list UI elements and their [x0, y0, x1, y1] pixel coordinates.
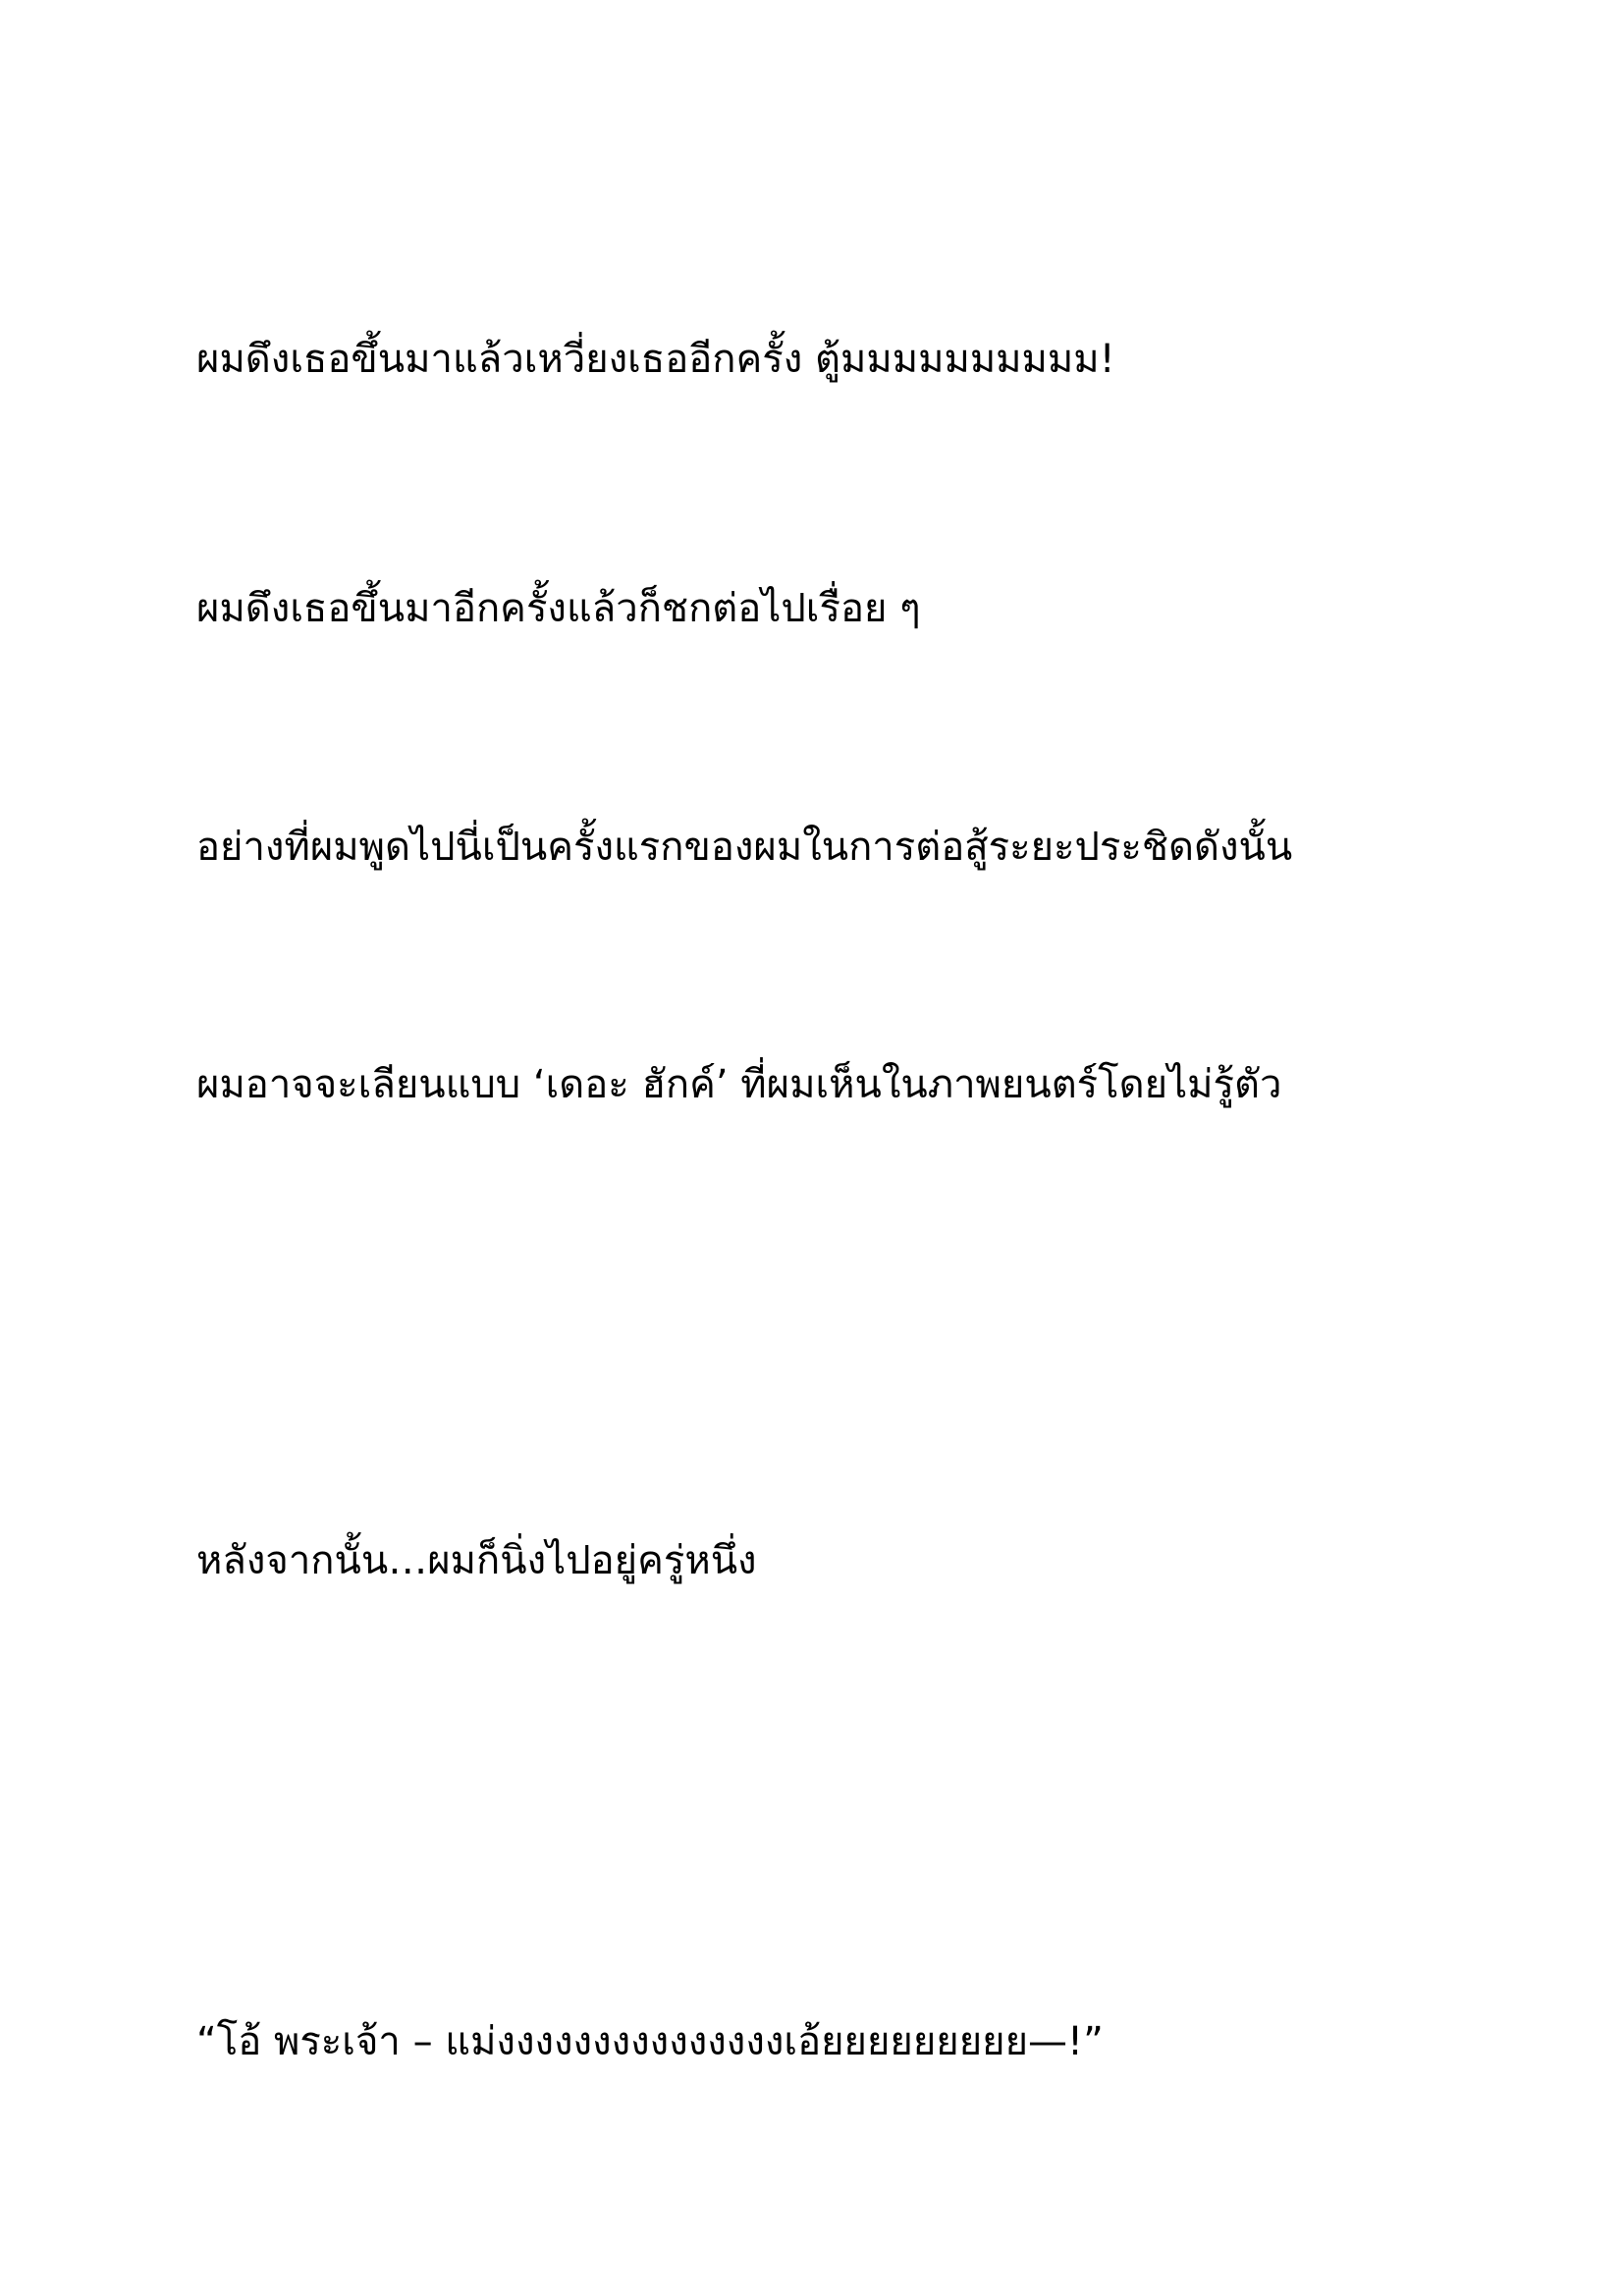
- dialogue-line: “โอ้ พระเจ้า – แม่งงงงงงงงงงงงงงงเอ้ยยยยยยยยย—!”: [196, 2019, 1104, 2064]
- paragraph-line-2: ผมดึงเธอขึ้นมาอีกครั้งแล้วก็ชกต่อไปเรื่อย ๆ: [196, 586, 921, 631]
- paragraph-line-1: ผมดึงเธอขึ้นมาแล้วเหวี่ยงเธออีกครั้ง ตู้มมมมมมมมมม!: [196, 337, 1115, 382]
- paragraph-line-5: หลังจากนั้น…ผมก็นิ่งไปอยู่ครู่หนึ่ง: [196, 1538, 757, 1583]
- paragraph-line-4: ผมอาจจะเลียนแบบ ‘เดอะ ฮักค์’ ที่ผมเห็นในภาพยนตร์โดยไม่รู้ตัว: [196, 1062, 1282, 1107]
- paragraph-line-3: อย่างที่ผมพูดไปนี่เป็นครั้งแรกของผมในการต่อสู้ระยะประชิดดังนั้น: [196, 825, 1293, 870]
